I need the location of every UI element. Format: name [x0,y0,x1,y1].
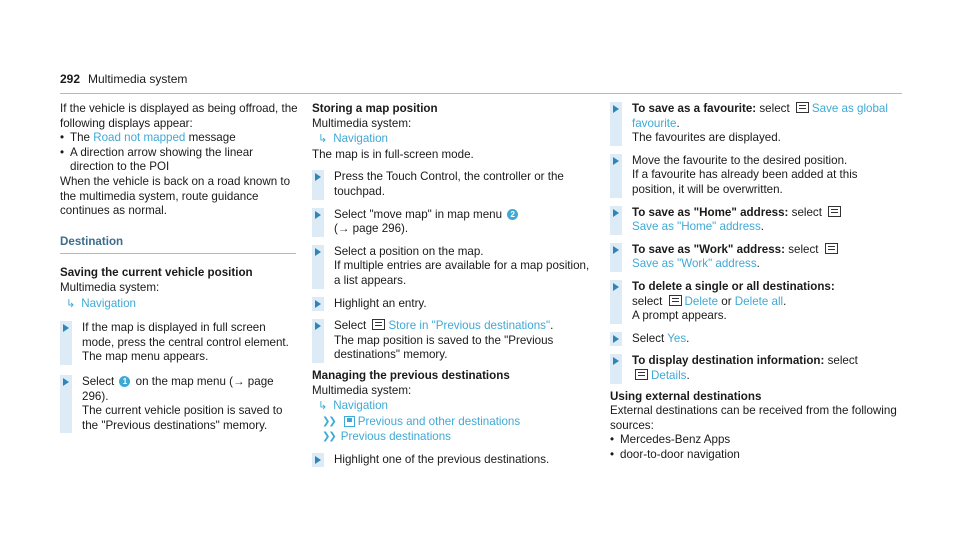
step-marker-icon [312,170,324,199]
double-chevron-icon: ❯❯ [322,431,335,443]
flag-icon [344,416,355,427]
step-press-touch: Press the Touch Control, the controller or the touchpad. [312,170,590,199]
save-home-link: Save as "Home" address [632,220,761,234]
column-1 [60,102,300,433]
storing-system: Multimedia system: [312,116,412,130]
managing-system: Multimedia system: [312,383,412,397]
navigation-link: Navigation [81,296,137,310]
step-move-favourite: Move the favourite to the desired position. If a favourite has already been added at this position, it will be overwritten. [610,154,902,198]
step-marker-icon [610,206,622,235]
bullet-road-not-mapped: • The Road not mapped message [60,131,300,146]
storing-title: Storing a map position [312,102,438,115]
save-work-link: Save as "Work" address [632,257,757,271]
step-marker-icon [60,321,72,365]
step-marker-icon [60,375,72,433]
menu-icon [828,206,841,217]
page-number: 292 [60,72,81,86]
step-delete: To delete a single or all destinations: select Delete or Delete all. A prompt appears. [610,280,902,324]
store-previous-link: Store in "Previous destinations" [388,319,551,333]
save-global-favourite-link: Save as global favourite [632,102,888,130]
managing-nav-path: ↳ Navigation [318,399,389,413]
fullscreen-note: The map is in full-screen mode. [312,147,474,161]
step-store: Select Store in "Previous destinations". The map position is saved to the "Previous destinations" memory. [312,319,590,363]
nav-arrow-icon: ↳ [318,400,328,413]
saving-nav-path [60,297,300,312]
storing-nav-path: ↳ Navigation [318,132,389,146]
step-marker-icon [610,154,622,198]
step-marker-icon [610,243,622,272]
step-move-map: Select "move map" in map menu 2 (→ page 296). [312,208,590,237]
external-text: External destinations can be received from the following sources: [610,404,897,432]
managing-title: Managing the previous destinations [312,368,510,382]
step-marker-icon [610,102,622,146]
saving-system: Multimedia system: [60,280,160,294]
step-marker-icon [312,208,324,237]
step-favourite: To save as a favourite: select Save as global favourite. The favourites are displayed. [610,102,902,146]
menu-icon [669,295,682,306]
managing-nav-2: ❯❯ Previous and other destinations [322,414,521,428]
section-name: Multimedia system [88,72,188,86]
menu-icon [372,319,385,330]
delete-link: Delete [684,294,719,308]
menu-icon [796,102,809,113]
road-not-mapped-label: Road not mapped [93,131,186,145]
external-title: Using external destinations [610,389,762,403]
step-marker-icon [312,245,324,289]
step-marker-icon [610,280,622,324]
step-marker-icon [312,297,324,312]
step-marker-icon [610,354,622,383]
step-fullscreen: If the map is displayed in full screen mode, press the central control element. The map menu appears. [60,321,300,365]
step-select-1: Select 1 on the map menu (→ page 296). The current vehicle position is saved to the "Previous destinations" memory. [60,375,300,433]
page-header [60,72,902,94]
details-link: Details [651,368,687,382]
column-3 [610,102,902,462]
managing-nav-3: ❯❯ Previous destinations [322,430,451,444]
step-yes: Select Yes. [610,332,902,347]
bullet-direction-arrow: • A direction arrow showing the linear direction to the POI [60,146,300,175]
step-marker-icon [312,319,324,363]
saving-title: Saving the current vehicle position [60,266,253,280]
step-highlight-previous: Highlight one of the previous destinations. [312,453,590,468]
destination-subhead: Destination [60,235,296,255]
step-highlight-entry: Highlight an entry. [312,297,590,312]
menu-icon [825,243,838,254]
bullet-door-to-door: • door-to-door navigation [610,448,902,463]
nav-arrow-icon: ↳ [318,133,328,146]
step-select-position: Select a position on the map. If multiple entries are available for a map position, a list appears. [312,245,590,289]
delete-all-link: Delete all [734,294,784,308]
number-badge-icon: 2 [507,209,518,220]
double-chevron-icon: ❯❯ [322,415,335,427]
menu-icon [635,369,648,380]
step-details: To display destination information: select Details. [610,354,902,383]
step-marker-icon [610,332,622,347]
step-marker-icon [312,453,324,468]
number-badge-icon: 1 [119,376,130,387]
step-home: To save as "Home" address: select Save as "Home" address. [610,206,902,235]
offroad-intro: If the vehicle is displayed as being offroad, the following displays appear: [60,102,298,130]
back-on-road-text: When the vehicle is back on a road known to the multimedia system, route guidance continues as normal. [60,174,291,218]
yes-link: Yes [667,331,687,345]
column-2 [312,102,590,467]
bullet-mb-apps: • Mercedes-Benz Apps [610,433,902,448]
nav-arrow-icon: ↳ [66,297,76,310]
step-work: To save as "Work" address: select Save as "Work" address. [610,243,902,272]
